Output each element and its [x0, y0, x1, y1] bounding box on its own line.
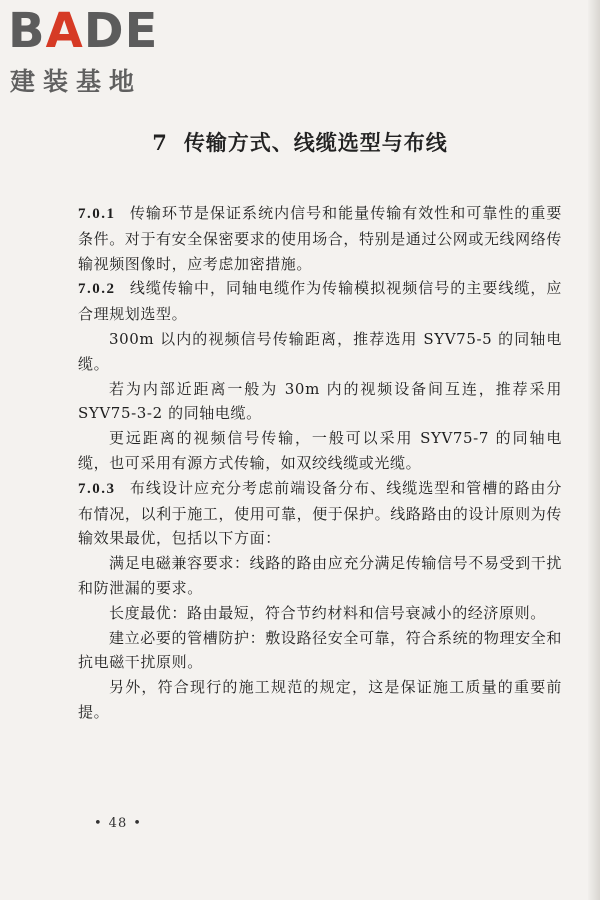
chapter-number: 7: [152, 130, 168, 155]
clause-text: 布线设计应充分考虑前端设备分布、线缆选型和管槽的路由分布情况，以利于施工，使用可靠，便于保护。线路路由的设计原则为传输效果最优，包括以下方面：: [78, 478, 562, 548]
clause-7-0-2: [78, 276, 562, 327]
chapter-title: [0, 127, 600, 157]
clause-text: 传输环节是保证系统内信号和能量传输有效性和可靠性的重要条件。对于有安全保密要求的使用场合，特别是通过公网或无线网络传输视频图像时，应考虑加密措施。: [78, 204, 562, 273]
clause-text: 线缆传输中，同轴电缆作为传输模拟视频信号的主要线缆，应合理规划选型。: [78, 279, 562, 324]
paragraph-syv75-3-2: 若为内部近距离一般为 30m 内的视频设备间互连，推荐采用 SYV75-3-2 的同轴电缆。: [78, 379, 562, 423]
page-number-bullet-left: •: [94, 816, 103, 831]
page-number-value: 48: [108, 816, 128, 831]
paragraph-construction: 另外，符合现行的施工规范的规定，这是保证施工质量的重要前提。: [78, 678, 562, 721]
chapter-body: [78, 201, 562, 725]
clause-7-0-3: [78, 476, 562, 551]
clause-number: 7.0.3: [78, 480, 116, 497]
chapter-title-text: 传输方式、线缆选型与布线: [183, 130, 448, 155]
logo-letter-e: E: [124, 3, 159, 59]
paragraph-emc: 满足电磁兼容要求：线路的路由应充分满足传输信号不易受到干扰和防泄漏的要求。: [78, 554, 562, 597]
logo-letter-d: D: [83, 3, 125, 59]
page-number-bullet-right: •: [133, 816, 142, 831]
bade-logo: [8, 3, 183, 98]
logo-wordmark: [8, 3, 183, 59]
paragraph-syv75-7: 更远距离的视频信号传输，一般可以采用 SYV75-7 的同轴电缆，也可采用有源方式传输，如双绞线缆或光缆。: [78, 429, 562, 472]
logo-letter-b: B: [8, 3, 46, 59]
clause-number: 7.0.2: [78, 281, 116, 298]
clause-7-0-1: [78, 201, 562, 276]
paragraph-length: 长度最优：路由最短，符合节约材料和信号衰减小的经济原则。: [109, 603, 546, 622]
logo-subtitle: 建装基地: [10, 67, 143, 96]
paragraph-conduit: 建立必要的管槽防护：敷设路径安全可靠，符合系统的物理安全和抗电磁干扰原则。: [78, 628, 562, 672]
clause-number: 7.0.1: [78, 206, 116, 222]
logo-letter-a: A: [45, 3, 84, 59]
paragraph-syv75-5: 300m 以内的视频信号传输距离，推荐选用 SYV75-5 的同轴电缆。: [78, 329, 562, 373]
page-number: [88, 816, 148, 831]
